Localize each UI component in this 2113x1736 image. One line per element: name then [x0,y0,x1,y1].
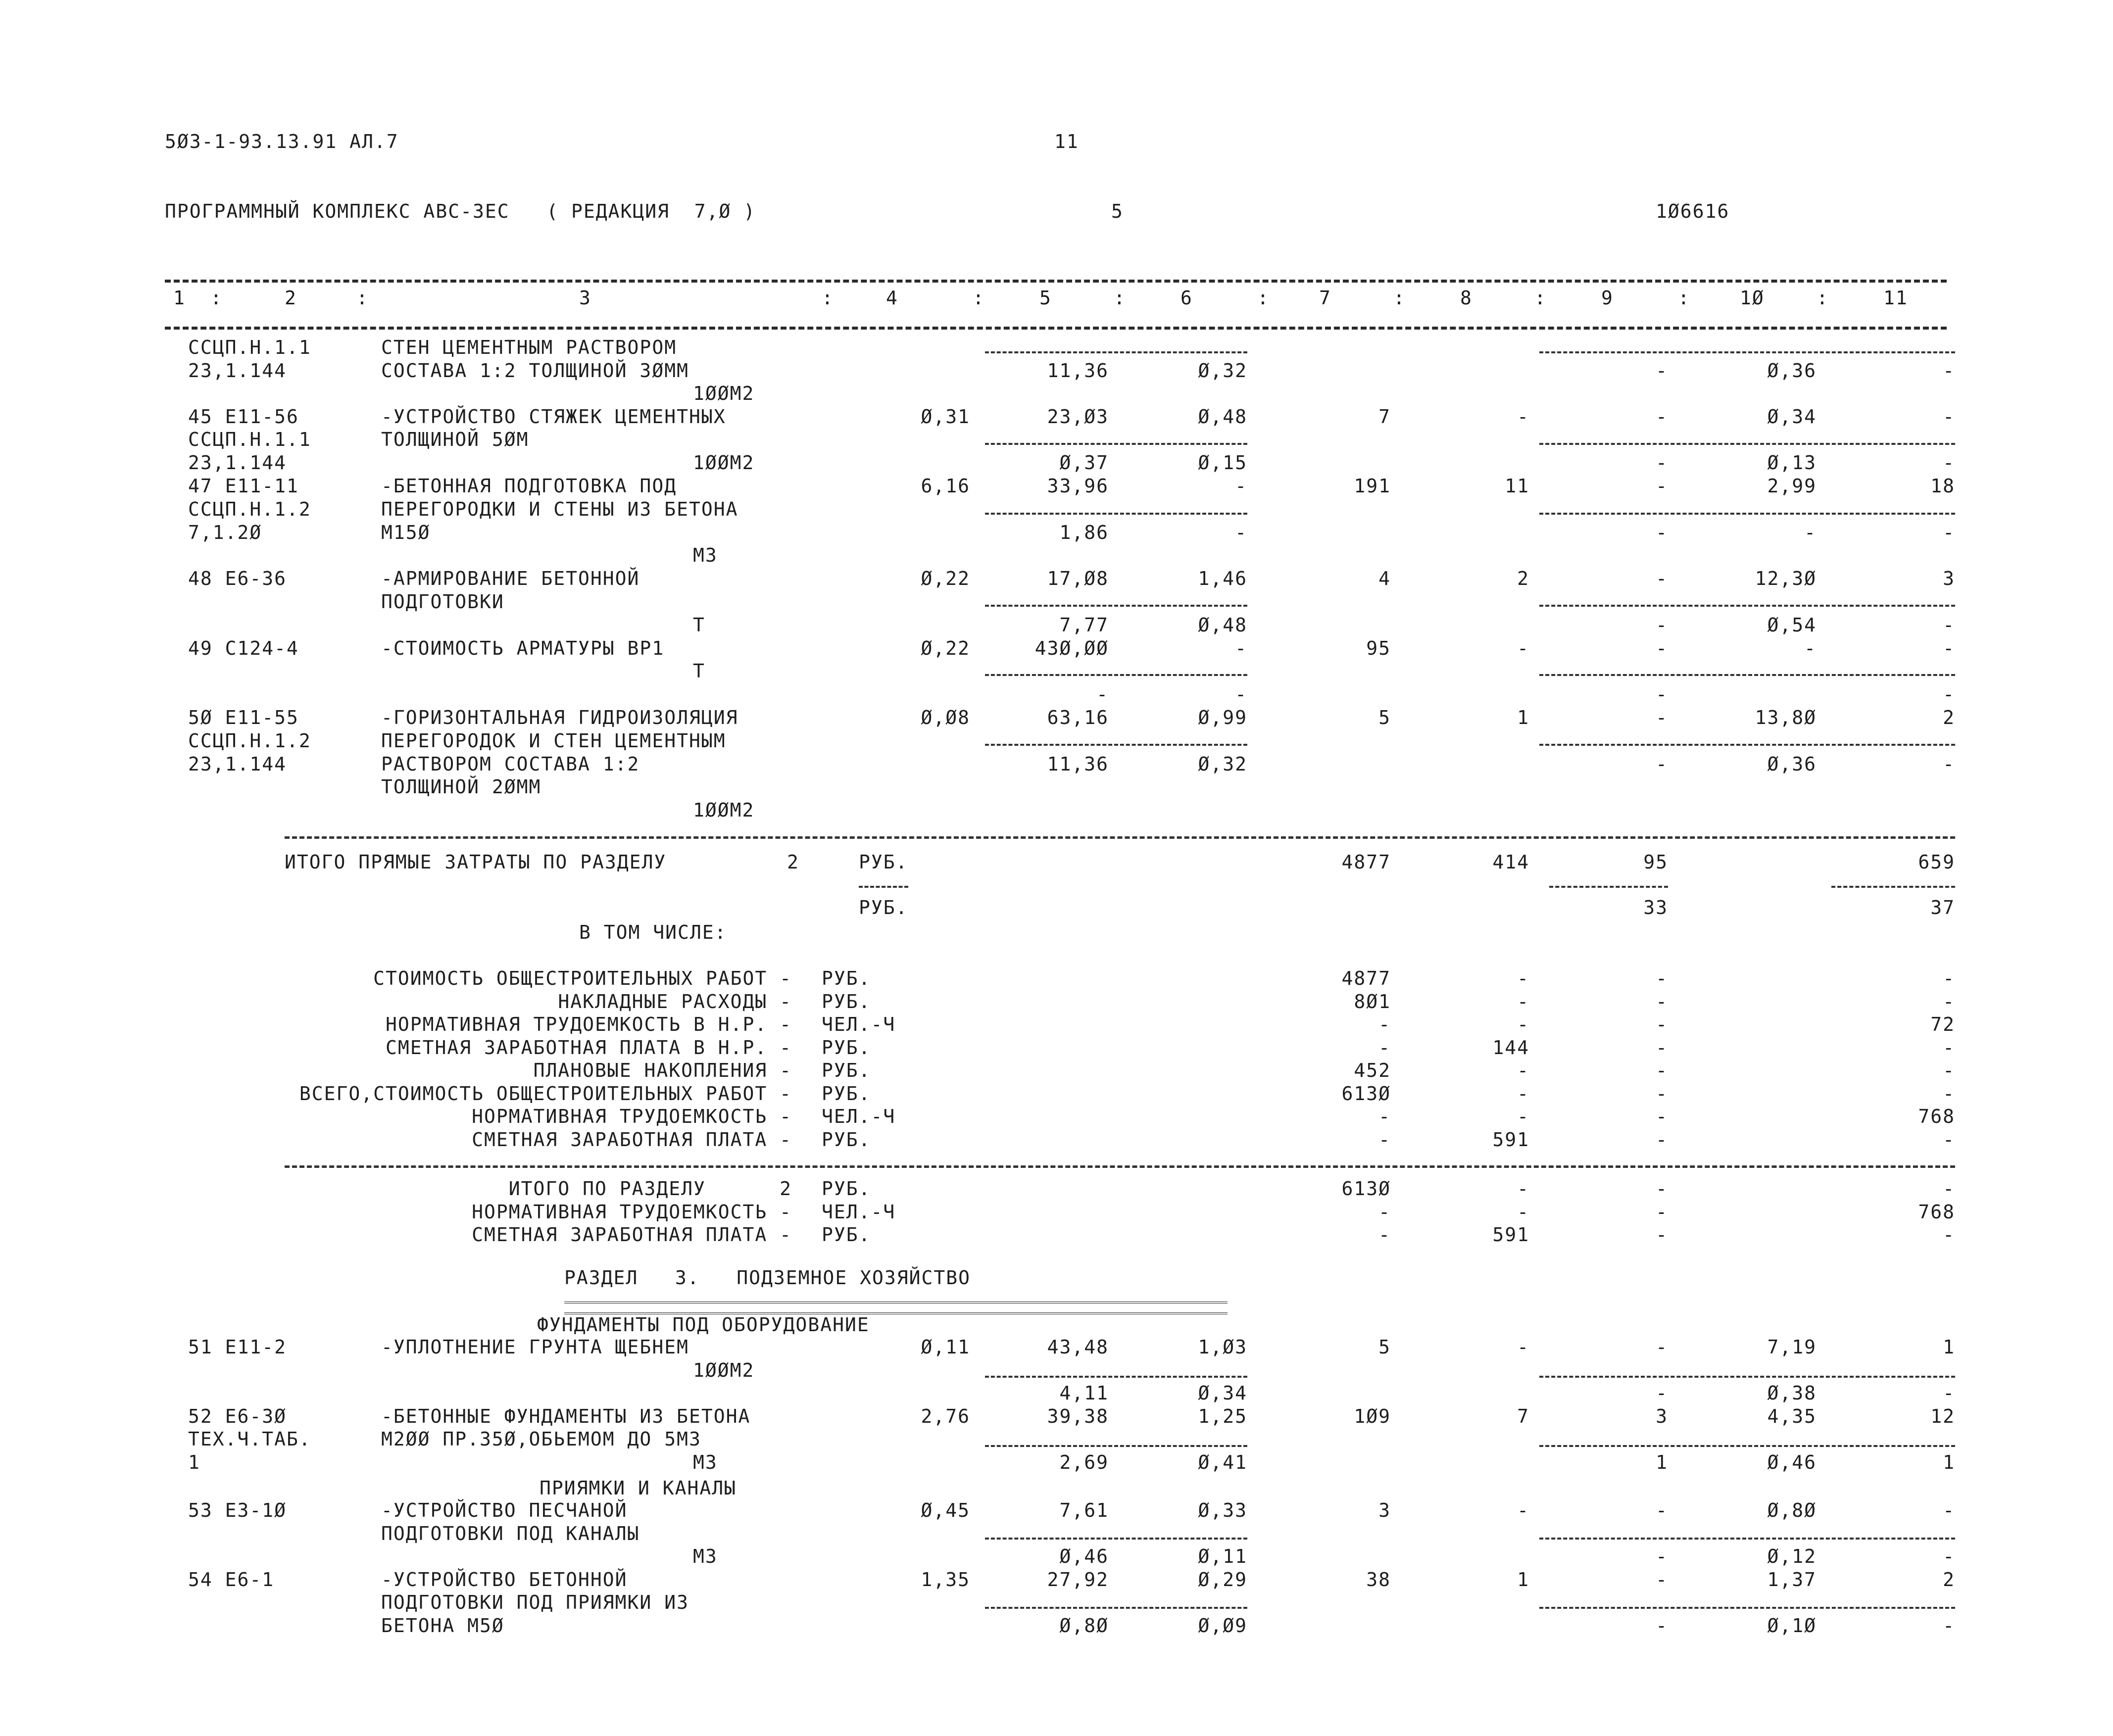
cell-c11: 12 [1930,1405,1955,1427]
summary-c11: - [1943,1128,1955,1151]
cell-c5: 43,48 [1047,1336,1109,1358]
cell-c9: - [1656,1568,1668,1591]
summary-unit: РУБ. [822,1128,871,1151]
cell-c5: 39,38 [1047,1405,1109,1427]
cell-c5: Ø,37 [1059,451,1109,474]
cell-c10: Ø,36 [1767,359,1817,382]
subheading-foundations: ФУНДАМЕНТЫ ПОД ОБОРУДОВАНИЕ [537,1314,870,1336]
cell-c5: Ø,8Ø [1059,1614,1109,1637]
sub-rule [1539,605,1955,607]
cell-c7: 4 [1378,568,1391,590]
cell-c7: 5 [1378,1336,1391,1358]
summary-c9: - [1656,1178,1668,1200]
in-number-label: В ТОМ ЧИСЛЕ: [579,921,727,943]
cell-c6: 1,46 [1198,568,1247,590]
summary-c8: - [1517,990,1529,1013]
summary-label: ВСЕГО,СТОИМОСТЬ ОБЩЕСТРОИТЕЛЬНЫХ РАБОТ - [299,1082,792,1105]
sub-rule [1539,1538,1955,1540]
cell-desc: 1ØØМ2 [693,1359,755,1381]
column-mark: 5 [1111,200,1124,222]
cell-c9: - [1656,359,1668,382]
cell-desc: М3 [693,1545,718,1567]
cell-desc: БЕТОНА М5Ø [381,1614,504,1637]
cell-c6: Ø,15 [1198,451,1247,474]
summary-c7: - [1378,1201,1391,1223]
cell-code: 49 С124-4 [188,637,299,659]
summary-c8: - [1517,967,1529,989]
cell-qty: Ø,45 [921,1499,970,1521]
summary-c8: - [1517,1082,1529,1105]
summary-c11: 768 [1918,1201,1955,1223]
cell-c7: 5 [1378,707,1391,728]
summary-c9: - [1656,990,1668,1013]
cell-c9: 3 [1656,1405,1668,1427]
summary-c11: - [1943,990,1955,1013]
cell-c9: - [1656,451,1668,474]
summary-unit: РУБ. [822,1036,871,1059]
cell-c6: - [1235,637,1247,659]
cell-desc: 1ØØМ2 [693,383,755,404]
totals-title: ИТОГО ПРЯМЫЕ ЗАТРАТЫ ПО РАЗДЕЛУ [285,851,667,873]
summary-c9: - [1656,1224,1668,1246]
document-code: 1Ø6616 [1656,200,1730,222]
document-page: 5Ø3-1-93.13.91 АЛ.7 11 ПРОГРАММНЫЙ КОМПЛЕКС АВС-ЗЕС ( РЕДАКЦИЯ 7,Ø ) 5 1Ø6616 1 2 3 4 5 6 7 8 9 1Ø 11 : : : : : : : : : : ССЦП.Н.1.1 СТЕН ЦЕМЕНТНЫМ РАСТВОРОМ 23,1.144 СОСТАВА 1:2 ТОЛЩИНОЙ 3ØММ 11,36 Ø,32 - Ø,36 - 1ØØМ2 45 Е11-56 -УСТРОЙСТВО СТЯЖЕК ЦЕМЕНТНЫХ Ø,31 23,Ø3 Ø,48 7 - - Ø,34 - ССЦП.Н.1.1 ТОЛЩИНОЙ 5ØМ 23,1.144 1ØØМ2 Ø,37 Ø,15 - Ø,13 - 47 Е11-11 -БЕТОННАЯ ПОДГОТОВКА ПОД 6,16 33,96 - 191 11 - 2,99 18 ССЦП.Н.1.2 ПЕРЕГОРОДКИ И СТЕНЫ ИЗ БЕТОНА 7,1.2Ø М15Ø 1,86 - - - - М3 48 Е6-36 -АРМИРОВАНИЕ БЕТОННОЙ Ø,22 17,Ø8 1,46 4 2 - 12,3Ø 3 ПОДГОТОВКИ Т 7,77 Ø,48 - Ø,54 - 49 С124-4 -СТОИМОСТЬ АРМАТУРЫ ВР1 Ø,22 43Ø,ØØ - 95 - - - - Т - - - - 5Ø Е11-55 -ГОРИЗОНТАЛЬНАЯ ГИДРОИЗОЛЯЦИЯ Ø,Ø8 63,16 Ø,99 5 1 - 13,8Ø 2 ССЦП.Н.1.2 ПЕРЕГОРОДОК И СТЕН ЦЕМЕНТНЫМ 23,1.144 РАСТВОРОМ СОСТАВА 1:2 11,36 Ø,32 - Ø,36 - ТОЛЩИНОЙ 2ØММ 1ØØМ2 51 Е11-2 -УПЛОТНЕНИЕ ГРУНТА ЩЕБНЕМ Ø,11 43,48 1,Ø3 5 - - 7,19 1 1ØØМ2 4,11 Ø,34 - Ø,38 - 52 Е6-3Ø -БЕТОННЫЕ ФУНДАМЕНТЫ ИЗ БЕТОНА 2,76 39,38 1,25 1Ø9 7 3 4,35 12 ТЕХ.Ч.ТАБ. М2ØØ ПР.35Ø,ОБЬЕМОМ ДО 5М3 1 М3 2,69 Ø,41 1 Ø,46 1 53 Е3-1Ø -УСТРОЙСТВО ПЕСЧАНОЙ Ø,45 7,61 Ø,33 3 - - Ø,8Ø - ПОДГОТОВКИ ПОД КАНАЛЫ М3 Ø,46 Ø,11 - Ø,12 - 54 Е6-1 -УСТРОЙСТВО БЕТОННОЙ 1,35 27,92 Ø,29 38 1 - 1,37 2 ПОДГОТОВКИ ПОД ПРИЯМКИ ИЗ БЕТОНА М5Ø Ø,8Ø Ø,Ø9 - Ø,1Ø - ИТОГО ПРЯМЫЕ ЗАТРАТЫ ПО РАЗДЕЛУ 2 РУБ. 4877 414 95 659 РУБ. 33 37 В ТОМ ЧИСЛЕ: СТОИМОСТЬ ОБЩЕСТРОИТЕЛЬНЫХ РАБОТ - РУБ. 4877 - - - НАКЛАДНЫЕ РАСХОДЫ - РУБ. 8Ø1 - - - НОРМАТИВНАЯ ТРУДОЕМКОСТЬ В Н.Р. - ЧЕЛ.-Ч - - - 72 СМЕТНАЯ ЗАРАБОТНАЯ ПЛАТА В Н.Р. - РУБ. - 144 - - ПЛАНОВЫЕ НАКОПЛЕНИЯ - РУБ. 452 - - - ВСЕГО,СТОИМОСТЬ ОБЩЕСТРОИТЕЛЬНЫХ РАБОТ - РУБ. 613Ø - - - НОРМАТИВНАЯ ТРУДОЕМКОСТЬ - ЧЕЛ.-Ч - - - 768 СМЕТНАЯ ЗАРАБОТНАЯ ПЛАТА - РУБ. - 591 - - ИТОГО ПО РАЗДЕЛУ 2 РУБ. 613Ø - - - НОРМАТИВНАЯ ТРУДОЕМКОСТЬ - ЧЕЛ.-Ч - - - 768 СМЕТНАЯ ЗАРАБОТНАЯ ПЛАТА - РУБ. - 591 - - РАЗДЕЛ 3. ПОДЗЕМНОЕ ХОЗЯЙСТВО ФУНДАМЕНТЫ ПОД ОБОРУДОВАНИЕ ПРИЯМКИ И КАНАЛЫ [165,131,1955,1637]
cell-c10: 1,37 [1767,1568,1817,1591]
summary-c9: - [1656,967,1668,989]
cell-c11: 1 [1943,1451,1955,1473]
cell-c5: 43Ø,ØØ [1034,637,1109,659]
cell-c11: 18 [1930,475,1955,497]
summary-c11: 768 [1918,1106,1955,1127]
col-7: 7 [1319,287,1331,309]
cell-code: ССЦП.Н.1.2 [188,729,311,752]
summary-c7: - [1378,1013,1391,1035]
summary-label: ИТОГО ПО РАЗДЕЛУ 2 [508,1178,792,1200]
cell-code: ССЦП.Н.1.1 [188,429,311,450]
cell-desc: М3 [693,1451,718,1473]
cell-code: 54 Е6-1 [188,1568,275,1591]
cell-c5: 17,Ø8 [1047,568,1109,590]
cell-c5: 11,36 [1047,753,1109,775]
col-2: 2 [285,287,297,309]
summary-c11: 72 [1930,1013,1955,1035]
cell-qty: Ø,22 [921,637,970,659]
sub-rule [985,1538,1247,1540]
summary-c9: - [1656,1082,1668,1105]
summary-unit: РУБ. [822,1060,871,1081]
cell-c7: 95 [1366,637,1391,659]
summary-c7: - [1378,1106,1391,1127]
cell-c6: Ø,48 [1198,614,1247,636]
cell-c11: - [1943,1545,1955,1567]
summary-label: НОРМАТИВНАЯ ТРУДОЕМКОСТЬ - [472,1106,792,1127]
cell-c5: 33,96 [1047,475,1109,497]
sub-rule [1539,674,1955,676]
cell-c11: - [1943,614,1955,636]
cell-desc: М3 [693,544,718,567]
cell-c9: - [1656,1336,1668,1358]
cell-c11: - [1943,405,1955,428]
doc-reference: 5Ø3-1-93.13.91 АЛ.7 [165,131,399,152]
cell-c5: 7,77 [1059,614,1109,636]
sub-rule [985,513,1247,515]
cell-code: 47 Е11-11 [188,475,299,497]
cell-c7: 1Ø9 [1354,1405,1391,1427]
summary-c8: - [1517,1060,1529,1081]
cell-c11: - [1943,753,1955,775]
summary-c8: 144 [1492,1036,1529,1059]
cell-c5: 11,36 [1047,359,1109,382]
cell-qty: Ø,22 [921,568,970,590]
cell-c5: 63,16 [1047,707,1109,728]
cell-c5: 23,Ø3 [1047,405,1109,428]
cell-c10: 7,19 [1767,1336,1817,1358]
cell-c10: Ø,36 [1767,753,1817,775]
cell-desc: Т [693,614,705,636]
summary-unit: РУБ. [822,967,871,989]
summary-c11: - [1943,967,1955,989]
cell-c11: - [1943,359,1955,382]
cell-c5: 4,11 [1059,1382,1109,1404]
summary-unit: РУБ. [822,990,871,1013]
cell-c11: - [1943,683,1955,706]
cell-c5: 27,92 [1047,1568,1109,1591]
cell-c5: 1,86 [1059,521,1109,543]
cell-code: 23,1.144 [188,753,287,775]
cell-desc: -УСТРОЙСТВО СТЯЖЕК ЦЕМЕНТНЫХ [381,405,726,428]
summary-rule [285,1165,1955,1168]
summary-c8: - [1517,1201,1529,1223]
summary-c7: - [1378,1036,1391,1059]
summary-unit: РУБ. [822,1224,871,1246]
summary-c7: 4877 [1341,967,1391,989]
cell-code: ТЕХ.Ч.ТАБ. [188,1428,311,1450]
cell-c11: - [1943,1499,1955,1521]
cell-desc: ПЕРЕГОРОДОК И СТЕН ЦЕМЕНТНЫМ [381,729,726,752]
page-number: 11 [1054,131,1079,152]
cell-c6: Ø,29 [1198,1568,1247,1591]
col-3: 3 [579,287,591,309]
summary-unit: РУБ. [822,1082,871,1105]
cell-c9: - [1656,614,1668,636]
cell-desc: Т [693,660,705,682]
cell-c5: 7,61 [1059,1499,1109,1521]
sub-rule [859,886,908,888]
cell-c11: - [1943,1614,1955,1637]
cell-desc: -СТОИМОСТЬ АРМАТУРЫ ВР1 [381,637,665,659]
section-underline [564,1302,1228,1314]
cell-desc: ПОДГОТОВКИ ПОД КАНАЛЫ [381,1522,640,1544]
cell-c9: - [1656,1382,1668,1404]
cell-code: 7,1.2Ø [188,521,262,543]
cell-c9: - [1656,568,1668,590]
cell-c6: 1,25 [1198,1405,1247,1427]
cell-desc: -ГОРИЗОНТАЛЬНАЯ ГИДРОИЗОЛЯЦИЯ [381,707,738,728]
cell-qty: 2,76 [921,1405,970,1427]
summary-c8: 591 [1492,1128,1529,1151]
cell-desc: -УСТРОЙСТВО ПЕСЧАНОЙ [381,1499,628,1521]
sub-rule [985,674,1247,676]
summary-label: СТОИМОСТЬ ОБЩЕСТРОИТЕЛЬНЫХ РАБОТ - [373,967,792,989]
cell-desc: М15Ø [381,521,431,543]
cell-c11: - [1943,1382,1955,1404]
sub-rule [985,1376,1247,1378]
cell-c6: - [1235,475,1247,497]
totals-c8: 414 [1492,851,1529,873]
totals-unit: РУБ. [859,851,908,873]
summary-unit: ЧЕЛ.-Ч [822,1106,896,1127]
cell-qty: 1,35 [921,1568,970,1591]
summary-c7: 613Ø [1341,1178,1391,1200]
sub-rule [1539,443,1955,445]
summary-c9: - [1656,1060,1668,1081]
cell-c6: Ø,99 [1198,707,1247,728]
summary-c11: - [1943,1178,1955,1200]
cell-code: 52 Е6-3Ø [188,1405,287,1427]
cell-code: 45 Е11-56 [188,405,299,428]
cell-desc: РАСТВОРОМ СОСТАВА 1:2 [381,753,640,775]
cell-c9: - [1656,683,1668,706]
totals-c9b: 33 [1643,897,1668,918]
cell-c9: - [1656,707,1668,728]
cell-code: 53 Е3-1Ø [188,1499,287,1521]
cell-c9: - [1656,1614,1668,1637]
cell-code: ССЦП.Н.1.2 [188,498,311,520]
cell-c8: 1 [1517,707,1529,728]
cell-c5: - [1096,683,1109,706]
summary-unit: РУБ. [822,1178,871,1200]
sub-rule [1539,1445,1955,1447]
cell-c7: 7 [1378,405,1391,428]
cell-c10: Ø,8Ø [1767,1499,1817,1521]
summary-label: НАКЛАДНЫЕ РАСХОДЫ - [558,990,792,1013]
cell-c11: - [1943,637,1955,659]
sub-rule [985,744,1247,746]
summary-label: СМЕТНАЯ ЗАРАБОТНАЯ ПЛАТА - [472,1128,792,1151]
totals-c7: 4877 [1341,851,1391,873]
cell-c8: - [1517,405,1529,428]
cell-c9: - [1656,753,1668,775]
cell-desc: -АРМИРОВАНИЕ БЕТОННОЙ [381,568,640,590]
header-rule-top [165,280,1947,283]
cell-c6: 1,Ø3 [1198,1336,1247,1358]
cell-c6: Ø,48 [1198,405,1247,428]
cell-c10: 12,3Ø [1755,568,1817,590]
cell-c6: - [1235,683,1247,706]
cell-desc: ПОДГОТОВКИ ПОД ПРИЯМКИ ИЗ [381,1591,689,1613]
cell-c5: Ø,46 [1059,1545,1109,1567]
cell-code: 23,1.144 [188,451,287,474]
summary-c11: - [1943,1060,1955,1081]
cell-desc: ПОДГОТОВКИ [381,591,504,613]
cell-code: 5Ø Е11-55 [188,707,299,728]
program-title: ПРОГРАММНЫЙ КОМПЛЕКС АВС-ЗЕС ( РЕДАКЦИЯ 7,Ø ) [165,200,756,222]
sub-rule [1831,886,1955,888]
cell-c10: Ø,12 [1767,1545,1817,1567]
col-6: 6 [1180,287,1193,309]
summary-c7: 452 [1354,1060,1391,1081]
sub-rule [985,605,1247,607]
cell-c8: 2 [1517,568,1529,590]
sub-rule [985,351,1247,353]
cell-desc: ТОЛЩИНОЙ 5ØМ [381,429,529,450]
summary-c8: - [1517,1106,1529,1127]
col-9: 9 [1601,287,1614,309]
sub-rule [1539,1607,1955,1609]
cell-qty: Ø,31 [921,405,970,428]
cell-c10: Ø,54 [1767,614,1817,636]
cell-desc: 1ØØМ2 [693,451,755,474]
summary-label: ПЛАНОВЫЕ НАКОПЛЕНИЯ - [533,1060,792,1081]
totals-c11: 659 [1918,851,1955,873]
cell-c8: 11 [1505,475,1529,497]
sub-rule [1539,351,1955,353]
cell-desc: -БЕТОННАЯ ПОДГОТОВКА ПОД [381,475,677,497]
col-10: 1Ø [1740,287,1765,309]
summary-c7: - [1378,1224,1391,1246]
cell-c10: Ø,46 [1767,1451,1817,1473]
cell-c7: 191 [1354,475,1391,497]
cell-c9: 1 [1656,1451,1668,1473]
summary-c7: 613Ø [1341,1082,1391,1105]
section-3-title: РАЗДЕЛ 3. ПОДЗЕМНОЕ ХОЗЯЙСТВО [564,1267,971,1289]
cell-qty: Ø,Ø8 [921,707,970,728]
totals-c9: 95 [1643,851,1668,873]
summary-c9: - [1656,1201,1668,1223]
cell-c6: Ø,11 [1198,1545,1247,1567]
sub-rule [985,1445,1247,1447]
cell-c11: 3 [1943,568,1955,590]
summary-label: НОРМАТИВНАЯ ТРУДОЕМКОСТЬ - [472,1201,792,1223]
cell-c9: - [1656,475,1668,497]
cell-c10: Ø,34 [1767,405,1817,428]
cell-desc: СТЕН ЦЕМЕНТНЫМ РАСТВОРОМ [381,337,677,358]
summary-c11: - [1943,1082,1955,1105]
col-1: 1 [173,287,186,309]
cell-c11: 2 [1943,707,1955,728]
cell-desc: ТОЛЩИНОЙ 2ØММ [381,776,541,798]
cell-c6: Ø,Ø9 [1198,1614,1247,1637]
cell-code: 1 [188,1451,200,1473]
summary-label: НОРМАТИВНАЯ ТРУДОЕМКОСТЬ В Н.Р. - [386,1013,792,1035]
cell-c9: - [1656,405,1668,428]
cell-c10: Ø,1Ø [1767,1614,1817,1637]
cell-qty: Ø,11 [921,1336,970,1358]
cell-c11: - [1943,451,1955,474]
totals-rule [285,836,1955,839]
sub-rule [985,1607,1247,1609]
cell-c6: Ø,33 [1198,1499,1247,1521]
summary-label: СМЕТНАЯ ЗАРАБОТНАЯ ПЛАТА В Н.Р. - [386,1036,792,1059]
cell-c11: 2 [1943,1568,1955,1591]
summary-c11: - [1943,1224,1955,1246]
cell-desc: ПЕРЕГОРОДКИ И СТЕНЫ ИЗ БЕТОНА [381,498,738,520]
cell-desc: 1ØØМ2 [693,799,755,821]
summary-unit: ЧЕЛ.-Ч [822,1201,896,1223]
summary-c9: - [1656,1128,1668,1151]
cell-c8: 1 [1517,1568,1529,1591]
totals-section: 2 [787,851,799,873]
cell-desc: -БЕТОННЫЕ ФУНДАМЕНТЫ ИЗ БЕТОНА [381,1405,751,1427]
cell-desc: -УПЛОТНЕНИЕ ГРУНТА ЩЕБНЕМ [381,1336,689,1358]
cell-c8: - [1517,1499,1529,1521]
summary-label: СМЕТНАЯ ЗАРАБОТНАЯ ПЛАТА - [472,1224,792,1246]
cell-c10: 13,8Ø [1755,707,1817,728]
summary-c9: - [1656,1106,1668,1127]
cell-c5: 2,69 [1059,1451,1109,1473]
cell-c10: - [1804,521,1817,543]
cell-desc: -УСТРОЙСТВО БЕТОННОЙ [381,1568,628,1591]
sub-rule [1539,744,1955,746]
summary-c9: - [1656,1036,1668,1059]
summary-c7: - [1378,1128,1391,1151]
cell-desc: М2ØØ ПР.35Ø,ОБЬЕМОМ ДО 5М3 [381,1428,701,1450]
sub-rule [1539,1376,1955,1378]
cell-code: ССЦП.Н.1.1 [188,337,311,358]
cell-c9: - [1656,1545,1668,1567]
sub-rule [1549,886,1668,888]
cell-c8: - [1517,637,1529,659]
cell-c6: Ø,32 [1198,753,1247,775]
cell-c6: Ø,32 [1198,359,1247,382]
totals-unit-2: РУБ. [859,897,908,918]
cell-c6: Ø,34 [1198,1382,1247,1404]
cell-qty: 6,16 [921,475,970,497]
cell-code: 23,1.144 [188,359,287,382]
cell-c10: - [1804,637,1817,659]
sub-rule [1539,513,1955,515]
subheading-pits-channels: ПРИЯМКИ И КАНАЛЫ [540,1477,737,1499]
summary-c7: 8Ø1 [1354,990,1391,1013]
cell-c11: - [1943,521,1955,543]
header-rule-bottom [165,327,1947,330]
cell-c9: - [1656,521,1668,543]
cell-c10: Ø,38 [1767,1382,1817,1404]
cell-c6: - [1235,521,1247,543]
cell-code: 51 Е11-2 [188,1336,287,1358]
col-11: 11 [1883,287,1908,309]
sub-rule [985,443,1247,445]
col-8: 8 [1460,287,1473,309]
summary-c8: 591 [1492,1224,1529,1246]
cell-c9: - [1656,1499,1668,1521]
summary-unit: ЧЕЛ.-Ч [822,1013,896,1035]
cell-desc: СОСТАВА 1:2 ТОЛЩИНОЙ 3ØММ [381,359,689,382]
col-4: 4 [886,287,898,309]
summary-c9: - [1656,1013,1668,1035]
cell-c10: 2,99 [1767,475,1817,497]
cell-c8: - [1517,1336,1529,1358]
cell-c7: 38 [1366,1568,1391,1591]
summary-c8: - [1517,1013,1529,1035]
cell-c8: 7 [1517,1405,1529,1427]
cell-c10: Ø,13 [1767,451,1817,474]
cell-c7: 3 [1378,1499,1391,1521]
cell-c6: Ø,41 [1198,1451,1247,1473]
cell-c9: - [1656,637,1668,659]
col-5: 5 [1039,287,1052,309]
summary-c11: - [1943,1036,1955,1059]
totals-c11b: 37 [1930,897,1955,918]
cell-c11: 1 [1943,1336,1955,1358]
cell-c10: 4,35 [1767,1405,1817,1427]
summary-c8: - [1517,1178,1529,1200]
cell-code: 48 Е6-36 [188,568,287,590]
